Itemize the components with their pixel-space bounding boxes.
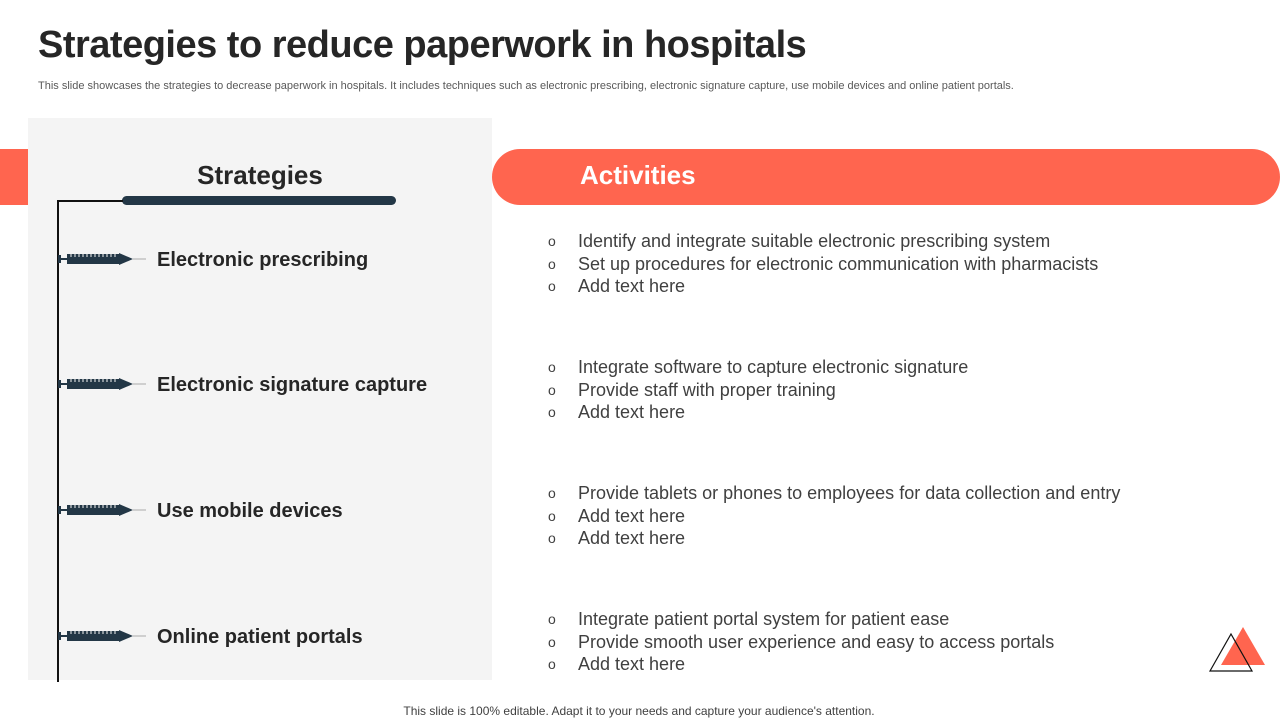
activity-list	[548, 230, 1098, 298]
bullet-mark: o	[548, 485, 556, 501]
bullet-mark: o	[548, 404, 556, 420]
activity-item	[548, 275, 1098, 298]
activity-text: Provide staff with proper training	[578, 379, 836, 400]
activity-item	[548, 608, 1054, 631]
bullet-mark: o	[548, 656, 556, 672]
activity-text: Add text here	[578, 654, 686, 674]
activity-item	[548, 482, 1120, 505]
activity-text: Add text here	[578, 505, 686, 526]
activity-item	[548, 631, 1054, 654]
bullet-mark: o	[548, 255, 556, 272]
bullet-mark: o	[548, 633, 556, 650]
bullet-mark: o	[548, 611, 556, 627]
syringe-icon	[58, 377, 150, 391]
activity-item	[548, 253, 1098, 276]
left-accent-bar	[0, 149, 28, 205]
activity-item	[548, 653, 1054, 676]
activity-item	[548, 505, 1120, 528]
activity-text: Provide smooth user experience and easy to access portals	[578, 631, 1055, 652]
bullet-mark: o	[548, 507, 556, 524]
strategy-label: Electronic prescribing	[157, 249, 369, 271]
timeline-connector	[57, 200, 123, 202]
activity-list	[548, 482, 1120, 550]
slide-subtitle: This slide showcases the strategies to decrease paperwork in hospitals. It includes techniques such as electronic prescribing, electronic signature capture, use mobile devices and online patient portals.	[38, 80, 1014, 92]
activity-item	[548, 356, 968, 379]
activity-text: Add text here	[578, 528, 686, 548]
syringe-icon	[58, 503, 150, 517]
bullet-mark: o	[548, 278, 556, 294]
activity-text: Add text here	[578, 402, 686, 422]
timeline-line	[57, 200, 59, 682]
activity-text: Set up procedures for electronic communication with pharmacists	[578, 253, 1099, 274]
activities-header: Activities	[580, 160, 696, 190]
activity-list	[548, 608, 1054, 676]
activity-item	[548, 379, 968, 402]
footer-note: This slide is 100% editable. Adapt it to your needs and capture your audience's attention.	[403, 704, 875, 718]
bullet-mark: o	[548, 233, 556, 249]
activity-list	[548, 356, 968, 424]
strategies-underline	[122, 196, 396, 205]
slide-title: Strategies to reduce paperwork in hospitals	[38, 24, 807, 66]
strategy-label: Online patient portals	[157, 626, 363, 648]
syringe-icon	[58, 629, 150, 643]
activity-item	[548, 230, 1098, 253]
bullet-mark: o	[548, 381, 556, 398]
strategies-header: Strategies	[197, 160, 323, 190]
triangle-logo-icon	[1205, 624, 1267, 674]
syringe-icon	[58, 252, 150, 266]
bullet-mark: o	[548, 359, 556, 375]
strategy-label: Electronic signature capture	[157, 374, 428, 396]
activity-text: Provide tablets or phones to employees for data collection and entry	[578, 483, 1121, 503]
activity-item	[548, 401, 968, 424]
strategy-label: Use mobile devices	[157, 500, 343, 522]
activity-text: Add text here	[578, 276, 686, 296]
activity-text: Integrate patient portal system for patient ease	[578, 609, 950, 629]
bullet-mark: o	[548, 530, 556, 546]
activity-item	[548, 527, 1120, 550]
activity-text: Integrate software to capture electronic signature	[578, 357, 969, 377]
activity-text: Identify and integrate suitable electronic prescribing system	[578, 231, 1051, 251]
